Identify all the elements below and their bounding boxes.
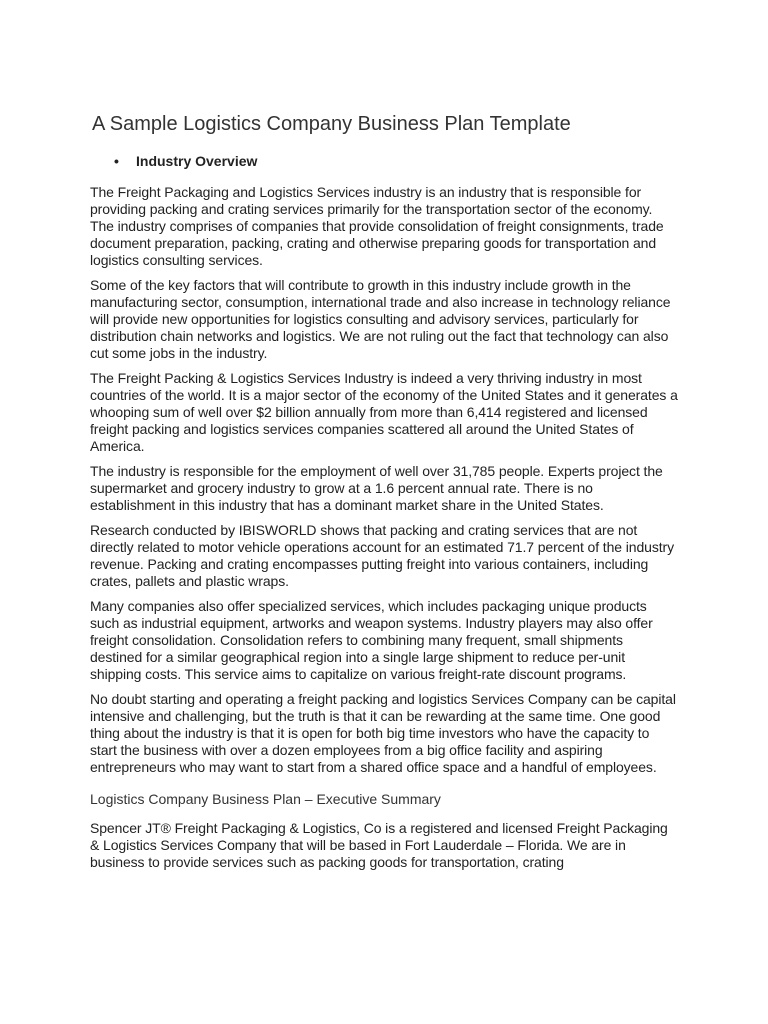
document-title: A Sample Logistics Company Business Plan Template <box>92 113 571 135</box>
paragraph-5: Research conducted by IBISWORLD shows that packing and crating services that are not directly related to motor vehicle operations account for an estimated 71.7 percent of the industry revenue. Packing and crating encompasses putting freight into various containers, including crates, pallets and plastic wraps. <box>90 522 674 589</box>
paragraph-3: The Freight Packing & Logistics Services Industry is indeed a very thriving industry in most countries of the world. It is a major sector of the economy of the United States and it generates a whooping sum of well over $2 billion annually from more than 6,414 registered and licensed freight packing and logistics services companies scattered all around the United States of America. <box>90 370 678 454</box>
paragraph-1: The Freight Packaging and Logistics Services industry is an industry that is responsible for providing packing and crating services primarily for the transportation sector of the economy. The industry comprises of companies that provide consolidation of freight consignments, trade document preparation, packing, crating and otherwise preparing goods for transportation and logistics consulting services. <box>90 184 664 268</box>
paragraph-6: Many companies also offer specialized services, which includes packaging unique products such as industrial equipment, artworks and weapon systems. Industry players may also offer freight consolidation. Consolidation refers to combining many frequent, small shipments destined for a similar geographical region into a single large shipment to reduce per-unit shipping costs. This service aims to capitalize on various freight-rate discount programs. <box>90 598 653 682</box>
bullet-dot-icon: • <box>114 153 119 169</box>
bullet-label: Industry Overview <box>136 153 258 169</box>
bullet-list <box>90 152 678 170</box>
paragraph-8: Spencer JT® Freight Packaging & Logistics, Co is a registered and licensed Freight Packaging & Logistics Services Company that will be based in Fort Lauderdale – Florida. We are in business to provide services such as packing goods for transportation, crating <box>90 820 668 870</box>
paragraph-2: Some of the key factors that will contribute to growth in this industry include growth in the manufacturing sector, consumption, international trade and also increase in technology reliance will provide new opportunities for logistics consulting and advisory services, particularly for distribution chain networks and logistics. We are not ruling out the fact that technology can also cut some jobs in the industry. <box>90 277 671 361</box>
paragraph-7: No doubt starting and operating a freight packing and logistics Services Company can be capital intensive and challenging, but the truth is that it can be rewarding at the same time. One good thing about the industry is that it is open for both big time investors who have the capacity to start the business with over a dozen employees from a big office facility and aspiring entrepreneurs who may want to start from a shared office space and a handful of employees. <box>90 691 676 775</box>
bullet-item-industry-overview <box>114 152 678 170</box>
paragraph-4: The industry is responsible for the employment of well over 31,785 people. Experts project the supermarket and grocery industry to grow at a 1.6 percent annual rate. There is no establishment in this industry that has a dominant market share in the United States. <box>90 463 663 513</box>
section-heading-executive-summary: Logistics Company Business Plan – Executive Summary <box>90 791 441 807</box>
